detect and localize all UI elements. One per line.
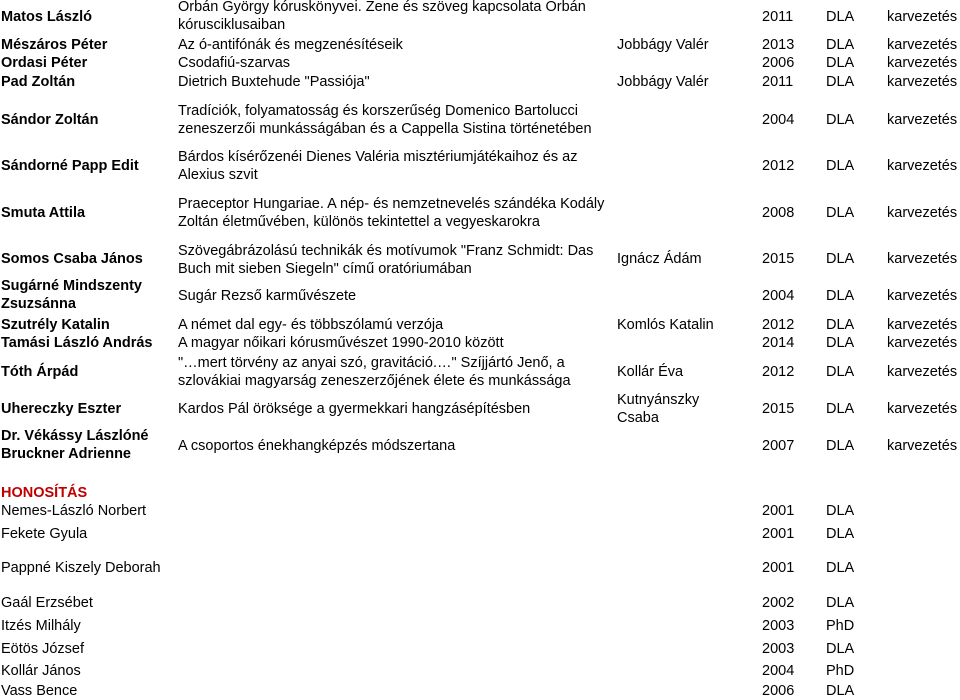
year: 2003 [762, 641, 795, 657]
author-name: Nemes-László Norbert [1, 503, 147, 519]
year: 2008 [762, 205, 795, 221]
author-name: Tamási László András [1, 335, 153, 351]
degree: DLA [826, 683, 855, 699]
degree: DLA [826, 205, 855, 221]
author-name: Matos László [1, 9, 93, 25]
degree: DLA [826, 9, 855, 25]
supervisor: Kutnyánszky Csaba [617, 392, 700, 426]
supervisor: Ignácz Ádám [617, 251, 702, 267]
category: karvezetés [887, 205, 958, 221]
category: karvezetés [887, 251, 958, 267]
dissertation-title: Praeceptor Hungariae. A nép- és nemzetnevelés szándéka Kodály Zoltán életművében, különös tekintettel a vegyeskarokra [178, 196, 605, 230]
degree: DLA [826, 158, 855, 174]
supervisor: Komlós Katalin [617, 317, 714, 333]
degree: DLA [826, 503, 855, 519]
supervisor: Jobbágy Valér [617, 37, 709, 53]
degree: DLA [826, 438, 855, 454]
author-name: Gaál Erzsébet [1, 595, 93, 611]
year: 2012 [762, 364, 795, 380]
author-name: Pad Zoltán [1, 74, 76, 90]
degree: PhD [826, 663, 855, 679]
dissertation-title: Sugár Rezső karművészete [178, 288, 357, 304]
year: 2004 [762, 288, 795, 304]
dissertation-title: "…mert törvény az anyai szó, gravitáció.…" Szíjjártó Jenő, a szlovákiai magyarság zeneszerzőjének élete és munkássága [178, 355, 571, 389]
degree: DLA [826, 401, 855, 417]
author-name: Uhereczky Eszter [1, 401, 122, 417]
author-name: Vass Bence [1, 683, 78, 699]
category: karvezetés [887, 317, 958, 333]
category: karvezetés [887, 158, 958, 174]
dissertation-title: A magyar nőikari kórusművészet 1990-2010 között [178, 335, 504, 351]
year: 2001 [762, 526, 795, 542]
dissertation-title: Kardos Pál öröksége a gyermekkari hangzásépítésben [178, 401, 531, 417]
supervisor: Kollár Éva [617, 364, 684, 380]
author-name: Somos Csaba János [1, 251, 143, 267]
year: 2012 [762, 317, 795, 333]
author-name: Sugárné Mindszenty Zsuzsánna [1, 278, 142, 312]
degree: DLA [826, 37, 855, 53]
degree: DLA [826, 526, 855, 542]
author-name: Sándor Zoltán [1, 112, 99, 128]
author-name: Pappné Kiszely Deborah [1, 560, 161, 576]
dissertation-title: Csodafiú-szarvas [178, 55, 291, 71]
category: karvezetés [887, 335, 958, 351]
dissertation-title: Orbán György kóruskönyvei. Zene és szöveg kapcsolata Orbán kórusciklusaiban [178, 0, 586, 33]
author-name: Mészáros Péter [1, 37, 108, 53]
degree: PhD [826, 618, 855, 634]
degree: DLA [826, 560, 855, 576]
author-name: Itzés Milhály [1, 618, 81, 634]
author-name: Smuta Attila [1, 205, 86, 221]
year: 2011 [762, 74, 794, 90]
year: 2015 [762, 401, 795, 417]
degree: DLA [826, 641, 855, 657]
degree: DLA [826, 364, 855, 380]
category: karvezetés [887, 9, 958, 25]
year: 2006 [762, 683, 795, 699]
dissertation-title: Az ó-antifónák és megzenésítéseik [178, 37, 403, 53]
year: 2011 [762, 9, 794, 25]
year: 2001 [762, 503, 795, 519]
year: 2004 [762, 112, 795, 128]
year: 2001 [762, 560, 795, 576]
dissertation-title: Szövegábrázolású technikák és motívumok "Franz Schmidt: Das Buch mit sieben Siegeln" című oratóriumában [178, 243, 594, 277]
year: 2013 [762, 37, 795, 53]
degree: DLA [826, 55, 855, 71]
table-row [0, 0, 960, 34]
category: karvezetés [887, 438, 958, 454]
supervisor: Jobbágy Valér [617, 74, 709, 90]
year: 2012 [762, 158, 795, 174]
dissertation-title: A csoportos énekhangképzés módszertana [178, 438, 456, 454]
year: 2004 [762, 663, 795, 679]
category: karvezetés [887, 364, 958, 380]
author-name: Kollár János [1, 663, 81, 679]
author-name: Ordasi Péter [1, 55, 88, 71]
degree: DLA [826, 112, 855, 128]
year: 2006 [762, 55, 795, 71]
degree: DLA [826, 251, 855, 267]
degree: DLA [826, 288, 855, 304]
degree: DLA [826, 335, 855, 351]
author-name: Eötös József [1, 641, 85, 657]
author-name: Tóth Árpád [1, 364, 79, 380]
year: 2003 [762, 618, 795, 634]
year: 2014 [762, 335, 795, 351]
year: 2015 [762, 251, 795, 267]
year: 2007 [762, 438, 795, 454]
category: karvezetés [887, 37, 958, 53]
degree: DLA [826, 74, 855, 90]
category: karvezetés [887, 401, 958, 417]
category: karvezetés [887, 288, 958, 304]
dissertation-title: Dietrich Buxtehude "Passiója" [178, 74, 370, 90]
dissertation-title: A német dal egy- és többszólamú verzója [178, 317, 444, 333]
dissertation-title: Tradíciók, folyamatosság és korszerűség Domenico Bartolucci zeneszerzői munkásságában és a Cappella Sistina történetében [178, 103, 592, 137]
category: karvezetés [887, 74, 958, 90]
degree: DLA [826, 595, 855, 611]
year: 2002 [762, 595, 795, 611]
author-name: Dr. Vékássy Lászlóné Bruckner Adrienne [1, 428, 149, 462]
degree: DLA [826, 317, 855, 333]
author-name: Fekete Gyula [1, 526, 88, 542]
author-name: Szutrély Katalin [1, 317, 110, 333]
dissertation-title: Bárdos kísérőzenéi Dienes Valéria misztériumjátékaihoz és az Alexius szvit [178, 149, 578, 183]
category: karvezetés [887, 55, 958, 71]
category: karvezetés [887, 112, 958, 128]
author-name: Sándorné Papp Edit [1, 158, 139, 174]
section-heading: HONOSÍTÁS [1, 485, 88, 501]
